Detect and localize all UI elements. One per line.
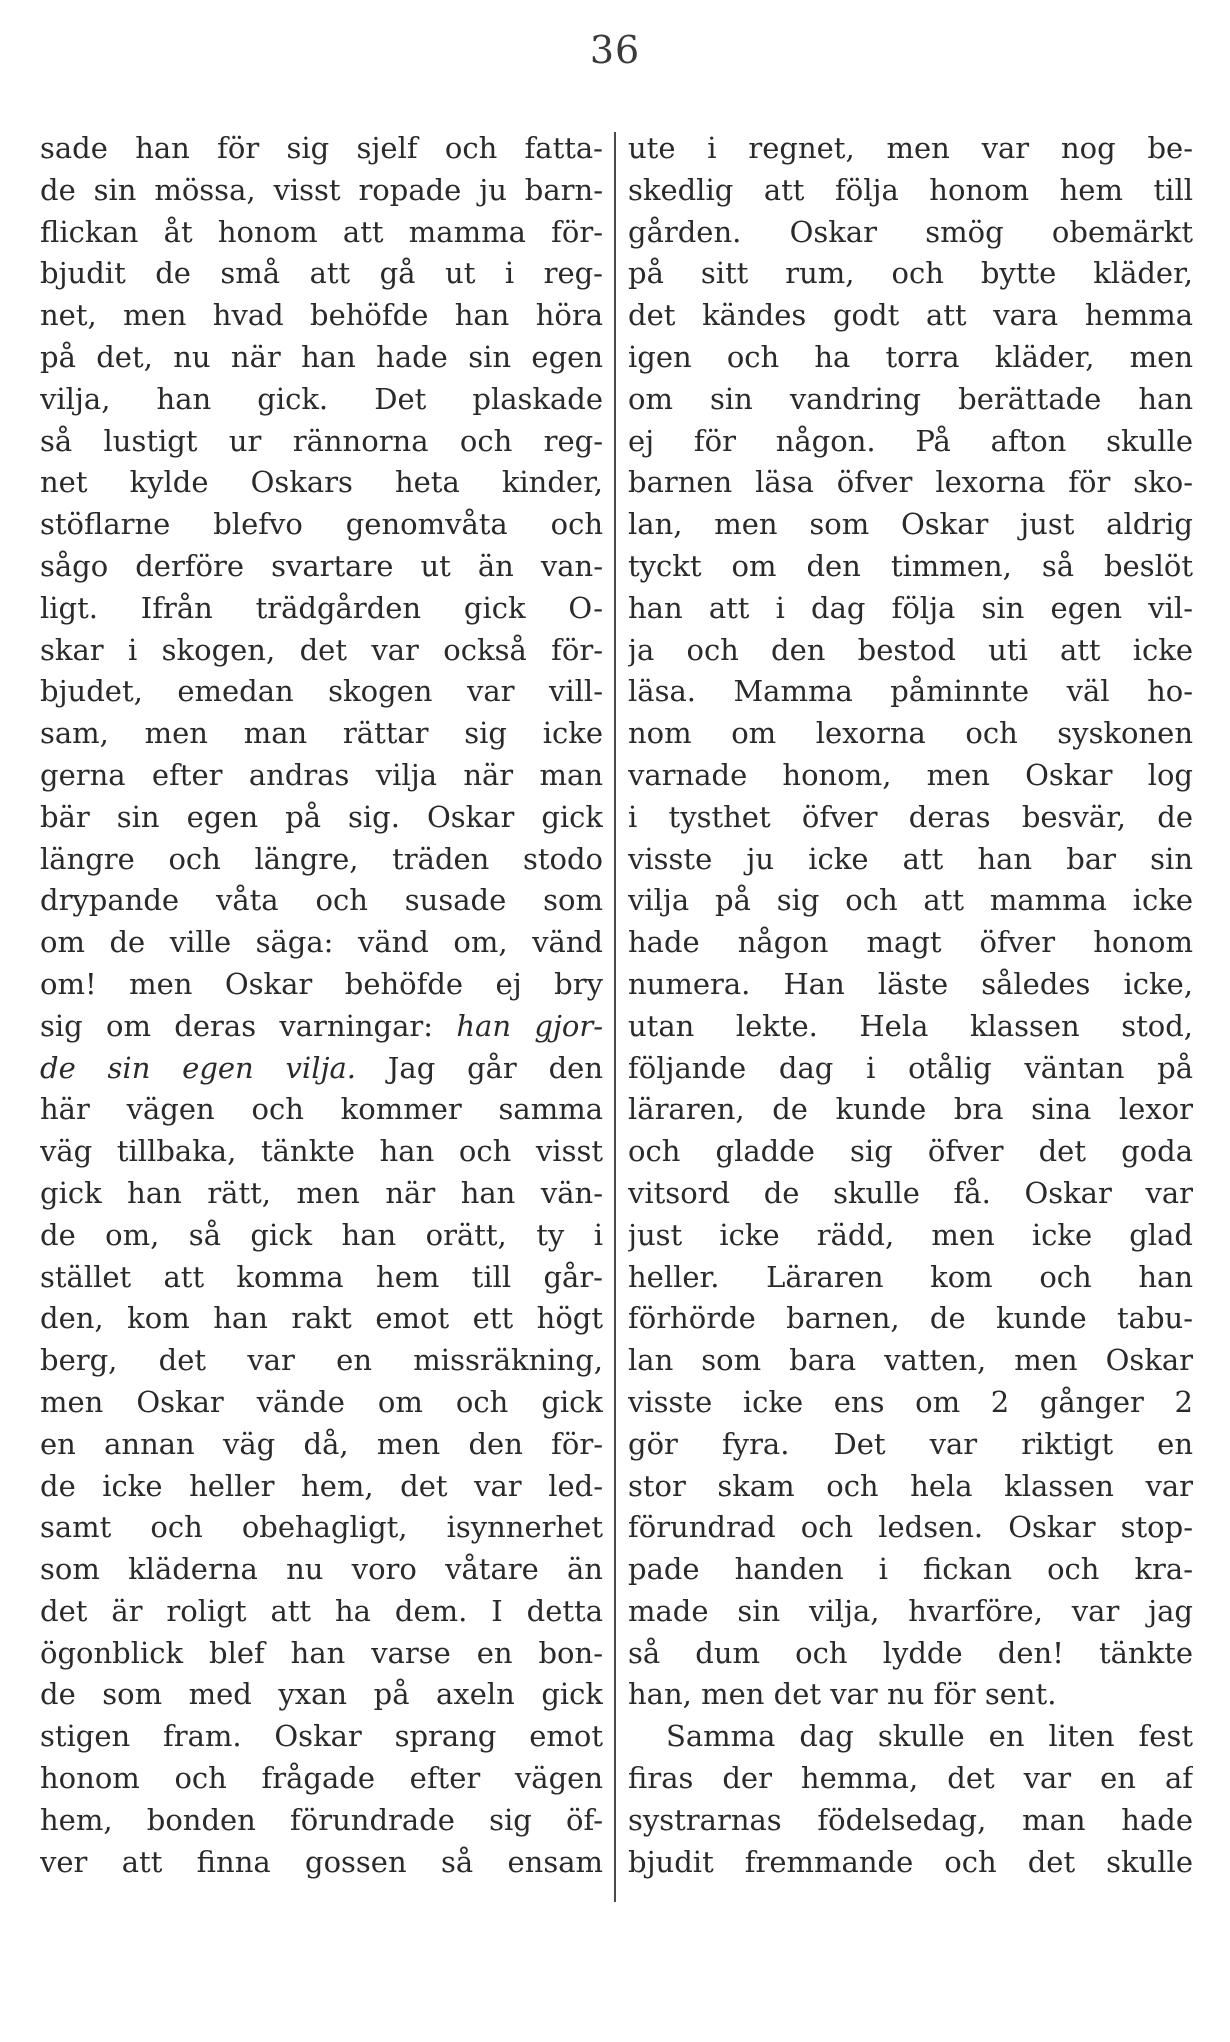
text-fragment: Jag går den (355, 1050, 603, 1085)
text-line: han, men det var nu för sent. (628, 1677, 1057, 1712)
text-fragment: sig om deras varningar: (40, 1008, 457, 1043)
text-line: läraren, de kunde bra sina lexor (628, 1092, 1193, 1127)
text-line: de som med yxan på axeln gick (40, 1677, 603, 1712)
text-line: ja och den bestod uti att icke (628, 632, 1193, 667)
text-line: bjudit fremmande och det skulle (628, 1844, 1193, 1879)
text-line: i tysthet öfver deras besvär, de (628, 799, 1193, 834)
text-line: vilja, han gick. Det plaskade (40, 381, 603, 416)
text-line: net, men hvad behöfde han höra (40, 298, 603, 333)
text-line: skar i skogen, det var också för- (40, 632, 603, 667)
text-line-italic-mixed (40, 1048, 603, 1090)
text-line: heller. Läraren kom och han (628, 1259, 1193, 1294)
text-line: lan, men som Oskar just aldrig (628, 507, 1193, 542)
text-line: firas der hemma, det var en af (628, 1761, 1193, 1796)
text-line: bjudet, emedan skogen var vill- (40, 674, 603, 709)
text-line: gick han rätt, men när han vän- (40, 1175, 603, 1210)
text-line: utan lekte. Hela klassen stod, (628, 1008, 1193, 1043)
text-line: just icke rädd, men icke glad (628, 1217, 1193, 1252)
text-line: vilja på sig och att mamma icke (628, 883, 1193, 918)
text-line: gården. Oskar smög obemärkt (628, 214, 1193, 249)
text-line: om de ville säga: vänd om, vänd (40, 925, 603, 960)
text-line: om! men Oskar behöfde ej bry (40, 966, 603, 1001)
text-line: skedlig att följa honom hem till (628, 172, 1193, 207)
text-line: de om, så gick han orätt, ty i (40, 1217, 603, 1252)
text-line: väg tillbaka, tänkte han och visst (40, 1134, 603, 1169)
right-text-column (628, 128, 1193, 1883)
text-line: varnade honom, men Oskar log (628, 757, 1193, 792)
text-line: så lustigt ur rännorna och reg- (40, 423, 603, 458)
text-line: systrarnas födelsedag, man hade (628, 1802, 1193, 1837)
text-line: drypande våta och susade som (40, 883, 603, 918)
text-line: ögonblick blef han varse en bon- (40, 1635, 603, 1670)
text-line: visste icke ens om 2 gånger 2 (628, 1384, 1193, 1419)
text-line: som kläderna nu voro våtare än (40, 1552, 603, 1587)
text-line: ligt. Ifrån trädgården gick O- (40, 590, 603, 625)
text-line: följande dag i otålig väntan på (628, 1050, 1193, 1085)
text-line: det är roligt att ha dem. I detta (40, 1593, 603, 1628)
italic-fragment: de sin egen vilja. (40, 1050, 356, 1085)
text-line: läsa. Mamma påminnte väl ho- (628, 674, 1193, 709)
text-line: på sitt rum, och bytte kläder, (628, 256, 1193, 291)
text-line: ver att finna gossen så ensam (40, 1844, 603, 1879)
text-line: sam, men man rättar sig icke (40, 716, 603, 751)
text-line: numera. Han läste således icke, (628, 966, 1193, 1001)
text-line: flickan åt honom att mamma för- (40, 214, 603, 249)
left-text-column (40, 128, 603, 1883)
text-line: nom om lexorna och syskonen (628, 716, 1193, 751)
text-line: en annan väg då, men den för- (40, 1426, 603, 1461)
text-line: ej för någon. På afton skulle (628, 423, 1193, 458)
text-line: de icke heller hem, det var led- (40, 1468, 603, 1503)
text-line: och gladde sig öfver det goda (628, 1134, 1193, 1169)
text-line: barnen läsa öfver lexorna för sko- (628, 465, 1193, 500)
text-line: hem, bonden förundrade sig öf- (40, 1802, 603, 1837)
text-line: på det, nu när han hade sin egen (40, 339, 603, 374)
text-line: ute i regnet, men var nog be- (628, 131, 1193, 165)
text-line: förundrad och ledsen. Oskar stop- (628, 1510, 1193, 1545)
text-line: bjudit de små att gå ut i reg- (40, 256, 603, 291)
text-line: stigen fram. Oskar sprang emot (40, 1719, 603, 1754)
text-line: berg, det var en missräkning, (40, 1343, 603, 1378)
text-line: stället att komma hem till går- (40, 1259, 603, 1294)
text-line: tyckt om den timmen, så beslöt (628, 548, 1193, 583)
text-line: han att i dag följa sin egen vil- (628, 590, 1193, 625)
text-line: så dum och lydde den! tänkte (628, 1635, 1193, 1670)
text-line: visste ju icke att han bar sin (628, 841, 1193, 876)
text-line: lan som bara vatten, men Oskar (628, 1343, 1193, 1378)
text-line: sade han för sig sjelf och fatta- (40, 131, 603, 165)
text-line: vitsord de skulle få. Oskar var (628, 1175, 1193, 1210)
text-line: igen och ha torra kläder, men (628, 339, 1193, 374)
text-line: den, kom han rakt emot ett högt (40, 1301, 603, 1336)
text-line-paragraph-start: Samma dag skulle en liten fest (666, 1719, 1193, 1754)
page-number: 36 (589, 28, 641, 72)
text-line: förhörde barnen, de kunde tabu- (628, 1301, 1193, 1336)
text-line-italic-mixed (40, 1006, 603, 1048)
text-line: samt och obehagligt, isynnerhet (40, 1510, 603, 1545)
text-line: made sin vilja, hvarföre, var jag (628, 1593, 1193, 1628)
text-line: stöflarne blefvo genomvåta och (40, 507, 603, 542)
text-line: hade någon magt öfver honom (628, 925, 1193, 960)
text-line: sågo derföre svartare ut än van- (40, 548, 603, 583)
column-divider (614, 132, 616, 1902)
text-line: gerna efter andras vilja när man (40, 757, 603, 792)
text-line: det kändes godt att vara hemma (628, 298, 1193, 333)
text-line: stor skam och hela klassen var (628, 1468, 1193, 1503)
text-line: bär sin egen på sig. Oskar gick (40, 799, 603, 834)
text-line: honom och frågade efter vägen (40, 1761, 603, 1796)
text-line: om sin vandring berättade han (628, 381, 1193, 416)
text-line: men Oskar vände om och gick (40, 1384, 603, 1419)
text-line: gör fyra. Det var riktigt en (628, 1426, 1193, 1461)
text-line: längre och längre, träden stodo (40, 841, 603, 876)
text-line: pade handen i fickan och kra- (628, 1552, 1193, 1587)
text-line: de sin mössa, visst ropade ju barn- (40, 172, 603, 207)
text-line: net kylde Oskars heta kinder, (40, 465, 603, 500)
text-line: här vägen och kommer samma (40, 1092, 603, 1127)
italic-fragment: han gjor- (456, 1008, 603, 1043)
